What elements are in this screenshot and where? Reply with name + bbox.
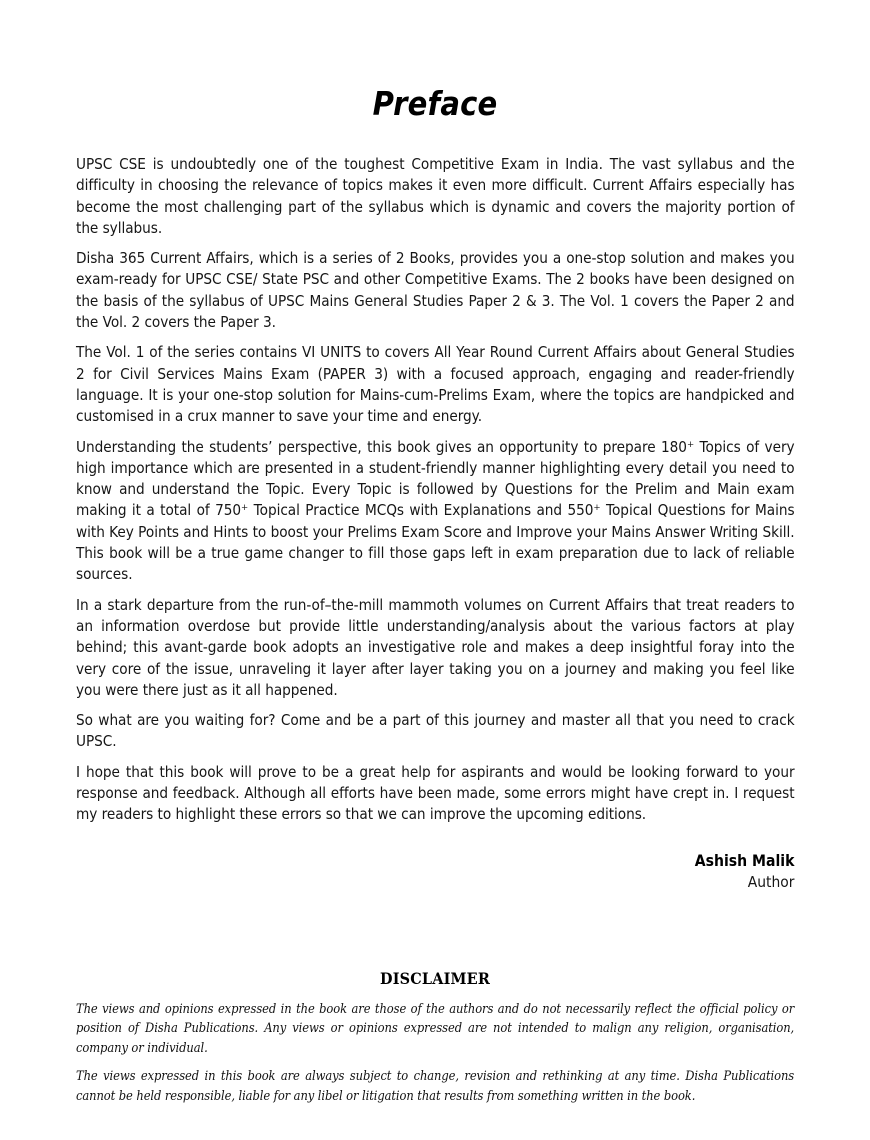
disclaimer-heading: DISCLAIMER: [380, 968, 490, 988]
page-title: Preface: [372, 84, 498, 123]
author-signature: [75, 851, 794, 893]
paragraph-3: The Vol. 1 of the series contains VI UNITS to covers All Year Round Current Affairs about General Studies 2 for Civil Services Mains Exam (PAPER 3) with a focused approach, engaging and reader-friendly language. It is your one-stop solution for Mains-cum-Prelims Exam, where the topics are handpicked and customised in a crux manner to save your time and energy.: [76, 343, 795, 426]
preface-body: [76, 154, 794, 826]
paragraph-1: UPSC CSE is undoubtedly one of the toughest Competitive Exam in India. The vast syllabus and the difficulty in choosing the relevance of topics makes it even more difficult. Current Affairs especially has become the most challenging part of the syllabus which is dynamic and covers the majority portion of the syllabus.: [76, 155, 795, 237]
disclaimer-paragraph-1: The views and opinions expressed in the book are those of the authors and do not necessarily reflect the official policy or position of Disha Publications. Any views or opinions expressed are not intended to malign any religion, organisation, company or individual.: [76, 1001, 795, 1056]
author-name: Ashish Malik: [694, 851, 794, 870]
disclaimer-paragraph-2: The views expressed in this book are always subject to change, revision and rethinking at any time. Disha Publications cannot be held responsible, liable for any libel or litigation that results from something written in the book.: [76, 1069, 795, 1104]
paragraph-4: Understanding the students’ perspective, this book gives an opportunity to prepare 180⁺ Topics of very high importance which are presented in a student-friendly manner highlighting every detail you need to know and understand the Topic. Every Topic is followed by Questions for the Prelim and Main exam making it a total of 750⁺ Topical Practice MCQs with Explanations and 550⁺ Topical Questions for Mains with Key Points and Hints to boost your Prelims Exam Score and Improve your Mains Answer Writing Skill. This book will be a true game changer to fill those gaps left in exam preparation due to lack of reliable sources.: [76, 437, 795, 584]
paragraph-2: Disha 365 Current Affairs, which is a series of 2 Books, provides you a one-stop solution and makes you exam-ready for UPSC CSE/ State PSC and other Competitive Exams. The 2 books have been designed on the basis of the syllabus of UPSC Mains General Studies Paper 2 & 3. The Vol. 1 covers the Paper 2 and the Vol. 2 covers the Paper 3.: [76, 249, 795, 332]
paragraph-7: I hope that this book will prove to be a great help for aspirants and would be looking forward to your response and feedback. Although all efforts have been made, some errors might have crept in. I request my readers to highlight these errors so that we can improve the upcoming editions.: [76, 762, 795, 824]
author-role: Author: [747, 872, 794, 891]
paragraph-6: So what are you waiting for? Come and be a part of this journey and master all that you need to crack UPSC.: [76, 711, 795, 751]
paragraph-5: In a stark departure from the run-of–the-mill mammoth volumes on Current Affairs that treat readers to an information overdose but provide little understanding/analysis about the various factors at play behind; this avant-garde book adopts an investigative role and makes a deep insightful foray into the very core of the issue, unraveling it layer after layer taking you on a journey and making you feel like you were there just as it all happened.: [76, 595, 795, 699]
disclaimer-section: [76, 969, 794, 1107]
